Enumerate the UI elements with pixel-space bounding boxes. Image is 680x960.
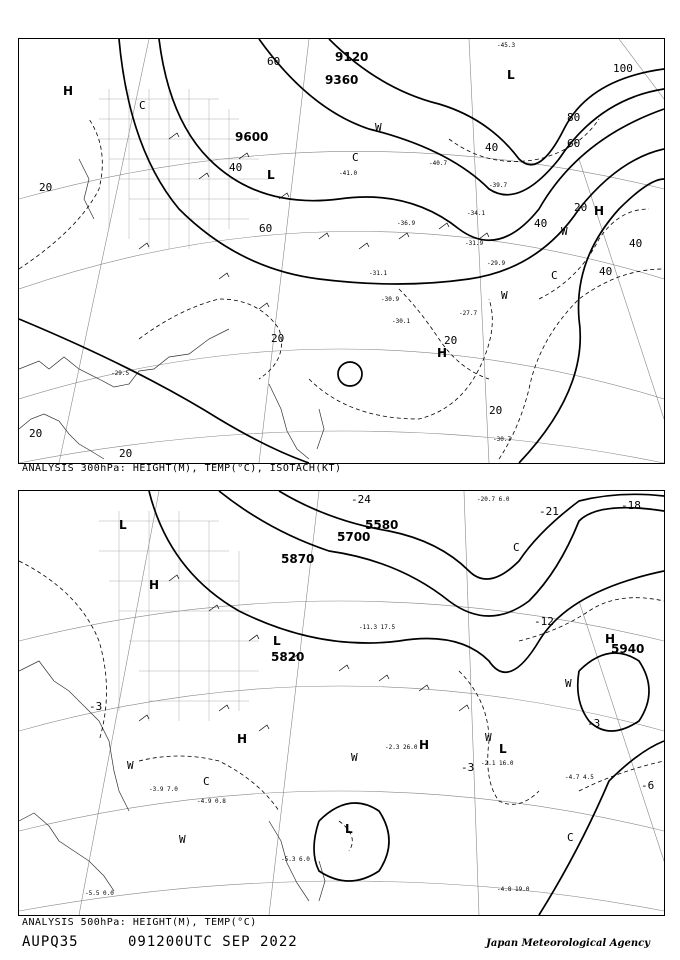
jet-hatch [99,89,269,249]
temp-label: -30.7 [493,436,512,443]
analysis-datetime: 091200UTC SEP 2022 [128,934,298,950]
station-value: -2.1 16.0 [481,760,514,767]
warm-center-5: W [351,751,358,764]
temp-label: -45.3 [497,42,516,49]
isotach-label-20c: 20 [444,334,458,347]
temp-label: -31.9 [465,240,484,247]
isotherm-label-minus3a: -3 [89,700,103,713]
high-center-1: H [63,84,74,98]
station-value: -20.7 6.0 [477,496,510,503]
temp-label: -41.0 [339,170,358,177]
isotherm-label-minus21: -21 [539,505,559,518]
isotherm-label-minus6: -6 [641,779,655,792]
height-label-5700: 5700 [337,530,371,544]
isotherm-label-minus3b: -3 [587,717,601,730]
high-center-2: H [237,732,248,746]
isotherm-label-minus3c: -3 [461,761,475,774]
temp-label: -39.7 [489,182,508,189]
warm-center-1: W [501,289,508,302]
isotach-label-60c: 60 [567,137,581,150]
low-center-1: L [267,168,275,182]
cold-center-1: C [203,775,210,788]
isotherm-label-minus18: -18 [621,499,641,512]
warm-center-3: W [375,121,382,134]
temp-label: -36.9 [397,220,416,227]
high-center-4: H [605,632,616,646]
isotach-label-20d: 20 [489,404,503,417]
isotherm-label-minus12: -12 [534,615,554,628]
warm-center-4: W [485,731,492,744]
high-center-3: H [594,204,605,218]
height-contours [149,491,664,915]
temp-label: -29.5 [111,370,130,377]
temp-label: -27.7 [459,310,478,317]
cold-center-2: C [352,151,359,164]
warm-center-3: W [565,677,572,690]
station-value: -4.7 4.5 [565,774,594,781]
caption-500hpa: ANALYSIS 500hPa: HEIGHT(M), TEMP(°C) [22,917,257,928]
height-label-9600: 9600 [235,130,269,144]
isotach-label-40b: 40 [599,265,613,278]
temp-label: -31.1 [369,270,388,277]
station-value: -4.8 19.0 [497,886,530,893]
isotach-label-20f: 20 [29,427,43,440]
station-value: -5.5 0.0 [85,890,114,897]
isotach-label-100: 100 [613,62,633,75]
temp-label: -30.1 [392,318,411,325]
isotach-label-20a: 20 [39,181,53,194]
bulletin-code: AUPQ35 [22,934,79,950]
height-label-5940: 5940 [611,642,645,656]
isotach-label-20g: 20 [119,447,133,460]
isotach-label-80: 80 [567,111,581,124]
station-value: -4.9 0.8 [197,798,226,805]
coastline [19,159,324,459]
isotach-label-60a: 60 [259,222,273,235]
isotherm-label-minus24: -24 [351,493,371,506]
high-center-3: H [419,738,430,752]
temp-label: -30.9 [381,296,400,303]
height-label-5820: 5820 [271,650,305,664]
height-label-9360: 9360 [325,73,359,87]
isotach-label-40c: 40 [629,237,643,250]
height-label-5580: 5580 [365,518,399,532]
graticule [19,39,664,463]
map-500hpa-canvas [19,491,664,915]
high-center-2: H [437,346,448,360]
low-center-3: L [499,742,507,756]
isotach-label-40e: 40 [229,161,243,174]
warm-center-2: W [561,225,568,238]
coastline [19,661,325,901]
height-label-5870: 5870 [281,552,315,566]
cold-center-1: C [139,99,146,112]
graticule [19,491,664,915]
isotach-label-20e: 20 [574,201,588,214]
map-300hpa-canvas [19,39,664,463]
isotach-label-60b: 60 [267,55,281,68]
height-label-9120: 9120 [335,50,369,64]
station-value: -3.9 7.0 [149,786,178,793]
temp-label: -34.1 [467,210,486,217]
low-center-2: L [507,68,515,82]
warm-center-1: W [127,759,134,772]
station-value: -5.3 6.0 [281,856,310,863]
temp-label: -29.9 [487,260,506,267]
cold-center-3: C [513,541,520,554]
agency-name: Japan Meteorological Agency [486,938,650,949]
isotach-label-40a: 40 [534,217,548,230]
temp-label: -40.7 [429,160,448,167]
high-center-1: H [149,578,160,592]
caption-300hpa: ANALYSIS 300hPa: HEIGHT(M), TEMP(°C), ISOTACH(KT) [22,463,342,474]
isotach-label-20b: 20 [271,332,285,345]
station-value: -2.3 26.0 [385,744,418,751]
map-300hpa [18,38,665,464]
low-center-4: L [345,822,353,836]
height-contours [19,39,664,463]
isotherm-lines [19,561,664,851]
warm-center-2: W [179,833,186,846]
cold-center-3: C [551,269,558,282]
isotach-label-40d: 40 [485,141,499,154]
map-500hpa [18,490,665,916]
station-value: -11.3 17.5 [359,624,396,631]
cold-center-2: C [567,831,574,844]
low-center-1: L [119,518,127,532]
low-center-2: L [273,634,281,648]
temp-hatch [99,511,259,721]
